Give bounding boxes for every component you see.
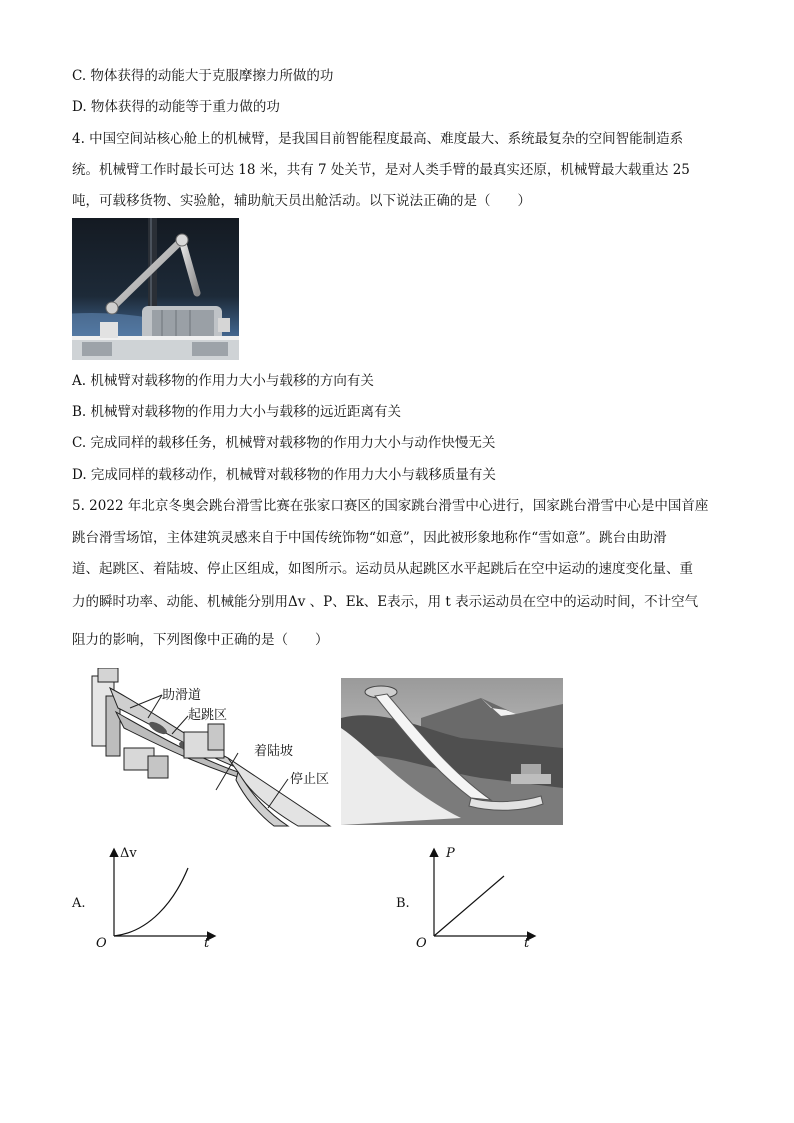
option-a-x-axis-label: t <box>204 936 210 951</box>
label-stop-area: 停止区 <box>290 772 330 787</box>
q3-option-c: C. 物体获得的动能大于克服摩擦力所做的功 <box>72 68 334 84</box>
q5-stem-line-1: 5. 2022 年北京冬奥会跳台滑雪比赛在张家口赛区的国家跳台滑雪中心进行，国家跳台滑雪中心是中国首座 <box>72 498 709 514</box>
q4-stem-line-3: 吨，可载移货物、实验舱，辅助航天员出舱活动。以下说法正确的是（ ） <box>72 193 531 209</box>
label-landing-slope: 着陆坡 <box>254 744 294 759</box>
q4-option-b: B. 机械臂对载移物的作用力大小与载移的远近距离有关 <box>72 404 402 420</box>
q5-stem-line-4: 力的瞬时功率、动能、机械能分别用Δv 、P、Ek、E表示，用 t 表示运动员在空中的运动时间，不计空气 <box>72 594 699 610</box>
option-a-label: A. <box>72 896 86 911</box>
option-b-origin-label: O <box>416 936 427 951</box>
option-b-label: B. <box>396 896 410 911</box>
robotic-arm-photo <box>72 218 239 360</box>
q3-option-d: D. 物体获得的动能等于重力做的功 <box>72 99 280 115</box>
q5-stem-line-2: 跳台滑雪场馆，主体建筑灵感来自于中国传统饰物“如意”，因此被形象地称作“雪如意”。跳台由助滑 <box>72 530 667 546</box>
option-a-curve <box>114 868 188 936</box>
q4-option-c: C. 完成同样的载移任务，机械臂对载移物的作用力大小与动作快慢无关 <box>72 435 496 451</box>
label-takeoff: 起跳区 <box>188 708 228 723</box>
q4-stem-line-2: 统。机械臂工作时最长可达 18 米，共有 7 处关节，是对人类手臂的最真实还原，机械臂最大载重达 25 <box>72 162 690 178</box>
option-a-graph <box>94 842 224 954</box>
ski-jump-schematic <box>88 668 338 830</box>
q4-option-d: D. 完成同样的载移动作，机械臂对载移物的作用力大小与载移质量有关 <box>72 467 496 483</box>
ski-jump-photo <box>341 678 563 825</box>
option-b-graph <box>414 842 544 954</box>
q5-stem-line-3: 道、起跳区、着陆坡、停止区组成，如图所示。运动员从起跳区水平起跳后在空中运动的速度变化量、重 <box>72 561 693 577</box>
option-b-y-axis-label: P <box>446 846 455 861</box>
q5-stem-line-5: 阻力的影响，下列图像中正确的是（ ） <box>72 632 329 648</box>
option-a-origin-label: O <box>96 936 107 951</box>
q4-option-a: A. 机械臂对载移物的作用力大小与载移的方向有关 <box>72 373 374 389</box>
label-inrun: 助滑道 <box>162 688 202 703</box>
q4-stem-line-1: 4. 中国空间站核心舱上的机械臂，是我国目前智能程度最高、难度最大、系统最复杂的空间智能制造系 <box>72 131 684 147</box>
option-b-x-axis-label: t <box>524 936 530 951</box>
option-b-line <box>434 876 504 936</box>
option-a-y-axis-label: Δv <box>120 846 137 861</box>
